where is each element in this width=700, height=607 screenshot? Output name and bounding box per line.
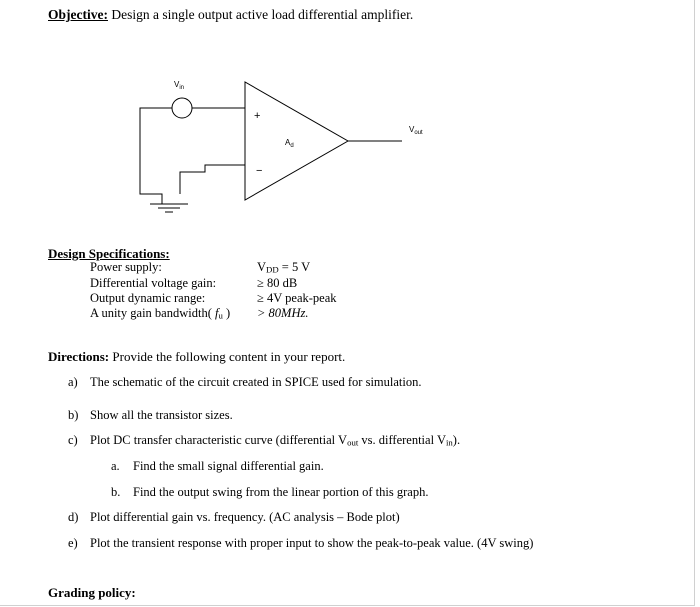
spec-label-range: Output dynamic range: [90, 291, 206, 305]
spec-label-bandwidth: A unity gain bandwidth( $f_u$ ) [90, 306, 231, 321]
item-text: Find the small signal differential gain. [133, 459, 324, 473]
spec-value-gain: ≥ 80 dB [257, 276, 298, 290]
item-text: Find the output swing from the linear portion of this graph. [133, 485, 429, 499]
wire-minus [180, 165, 245, 194]
directions-text: Provide the following content in your report. [112, 349, 346, 364]
opamp-triangle [245, 82, 348, 200]
objective-text: Design a single output active load differential amplifier. [111, 7, 414, 22]
plus-sign: + [254, 110, 261, 122]
item-marker: c) [68, 433, 78, 447]
grading-heading: Grading policy: [48, 585, 136, 600]
wire-vin-left [140, 108, 172, 204]
spec-label-power: Power supply: [90, 260, 162, 274]
item-marker: e) [68, 536, 78, 550]
voltage-source [172, 98, 192, 118]
directions-label: Directions: [48, 349, 110, 364]
vin-label: $V_{in}$ [174, 80, 185, 91]
vout-label: $V_{out}$ [409, 125, 423, 136]
item-text: Show all the transistor sizes. [90, 408, 233, 422]
item-marker: b. [111, 485, 121, 499]
item-marker: a) [68, 375, 78, 389]
item-text: Plot the transient response with proper input to show the peak-to-peak value. (4V swing) [90, 536, 534, 550]
item-marker: a. [111, 459, 120, 473]
spec-value-bandwidth: > 80MHz. [257, 306, 309, 320]
spec-label-gain: Differential voltage gain: [90, 276, 217, 290]
direction-item-b [68, 408, 233, 423]
objective-label: Objective: [48, 7, 108, 22]
item-text: Plot DC transfer characteristic curve (differential $V_{out}$ vs. differential $V_{in}$). [90, 433, 461, 448]
direction-item-a [68, 375, 422, 390]
minus-sign: − [256, 165, 263, 177]
specs-heading: Design Specifications: [48, 246, 170, 261]
directions-heading [48, 349, 345, 365]
direction-subitem-b [111, 485, 428, 500]
direction-item-d [68, 510, 400, 525]
spec-value-power: $V_{DD} = 5$ V [257, 260, 311, 275]
direction-item-e [68, 536, 533, 551]
direction-item-c [68, 433, 460, 448]
item-text: The schematic of the circuit created in SPICE used for simulation. [90, 375, 422, 389]
objective-line [48, 7, 413, 23]
ad-label: $A_d$ [285, 138, 294, 149]
spec-value-range: ≥ 4V peak-peak [257, 291, 337, 305]
direction-subitem-a [111, 459, 324, 474]
item-marker: d) [68, 510, 79, 524]
amplifier-schematic [130, 72, 430, 222]
item-text: Plot differential gain vs. frequency. (AC analysis – Bode plot) [90, 510, 400, 524]
item-marker: b) [68, 408, 79, 422]
